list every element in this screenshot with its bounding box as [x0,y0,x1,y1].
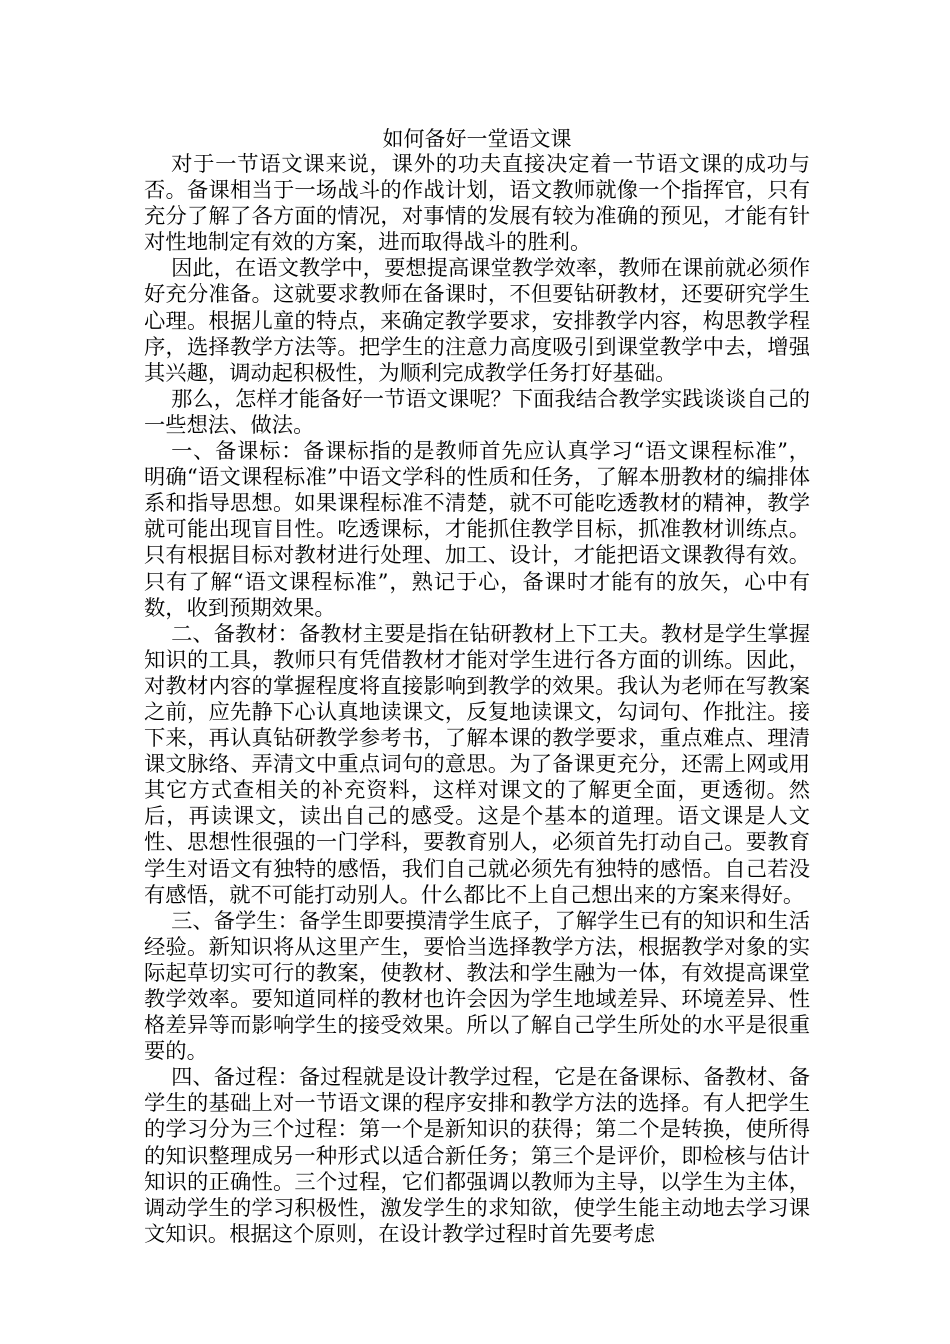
document-page [144,126,810,1248]
paragraph-intro: 对于一节语文课来说，课外的功夫直接决定着一节语文课的成功与否。备课相当于一场战斗的作战计划，语文教师就像一个指挥官，只有充分了解了各方面的情况，对事情的发展有较为准确的预见，才能有针对性地制定有效的方案，进而取得战斗的胜利。 [144,152,810,256]
paragraph-question: 那么，怎样才能备好一节语文课呢？下面我结合教学实践谈谈自己的一些想法、做法。 [144,386,811,438]
document-title: 如何备好一堂语文课 [382,127,572,151]
paragraph-process: 四、备过程：备过程就是设计教学过程，它是在备课标、备教材、备学生的基础上对一节语文课的程序安排和教学方法的选择。有人把学生的学习分为三个过程：第一个是新知识的获得；第二个是转换，使所得的知识整理成另一种形式以适合新任务；第三个是评价，即检核与估计知识的正确性。三个过程，它们都强调以教师为主导，以学生为主体，调动学生的学习积极性，激发学生的求知欲，使学生能主动地去学习课文知识。根据这个原则，在设计教学过程时首先要考虑 [144,1065,811,1247]
paragraph-textbook: 二、备教材：备教材主要是指在钻研教材上下工夫。教材是学生掌握知识的工具，教师只有凭借教材才能对学生进行各方面的训练。因此，对教材内容的掌握程度将直接影响到教学的效果。我认为老师在写教案之前，应先静下心认真地读课文，反复地读课文，勾词句、作批注。接下来，再认真钻研教学参考书，了解本课的教学要求，重点难点、理清课文脉络、弄清文中重点词句的意思。为了备课更充分，还需上网或用其它方式查相关的补充资料，这样对课文的了解更全面，更透彻。然后，再读课文，读出自己的感受。这是个基本的道理。语文课是人文性、思想性很强的一门学科，要教育别人，必须首先打动自己。要教育学生对语文有独特的感悟，我们自己就必须先有独特的感悟。自己若没有感悟，就不可能打动别人。什么都比不上自己想出来的方案来得好。 [144,621,811,908]
paragraph-therefore: 因此，在语文教学中，要想提高课堂教学效率，教师在课前就必须作好充分准备。这就要求教师在备课时，不但要钻研教材，还要研究学生心理。根据儿童的特点，来确定教学要求，安排教学内容，构思教学程序，选择教学方法等。把学生的注意力高度吸引到课堂教学中去，增强其兴趣，调动起积极性，为顺利完成教学任务打好基础。 [144,256,811,386]
paragraph-curriculum-standard: 一、备课标：备课标指的是教师首先应认真学习“语文课程标准”，明确“语文课程标准”中语文学科的性质和任务，了解本册教材的编排体系和指导思想。如果课程标准不清楚，就不可能吃透教材的精神，教学就可能出现盲目性。吃透课标，才能抓住教学目标，抓准教材训练点。只有根据目标对教材进行处理、加工、设计，才能把语文课教得有效。只有了解“语文课程标准”，熟记于心，备课时才能有的放矢，心中有数，收到预期效果。 [144,439,810,621]
paragraph-students: 三、备学生：备学生即要摸清学生底子，了解学生已有的知识和生活经验。新知识将从这里产生，要恰当选择教学方法，根据教学对象的实际起草切实可行的教案，使教材、教法和学生融为一体，有效提高课堂教学效率。要知道同样的教材也许会因为学生地域差异、环境差异、性格差异等而影响学生的接受效果。所以了解自己学生所处的水平是很重要的。 [144,908,811,1065]
